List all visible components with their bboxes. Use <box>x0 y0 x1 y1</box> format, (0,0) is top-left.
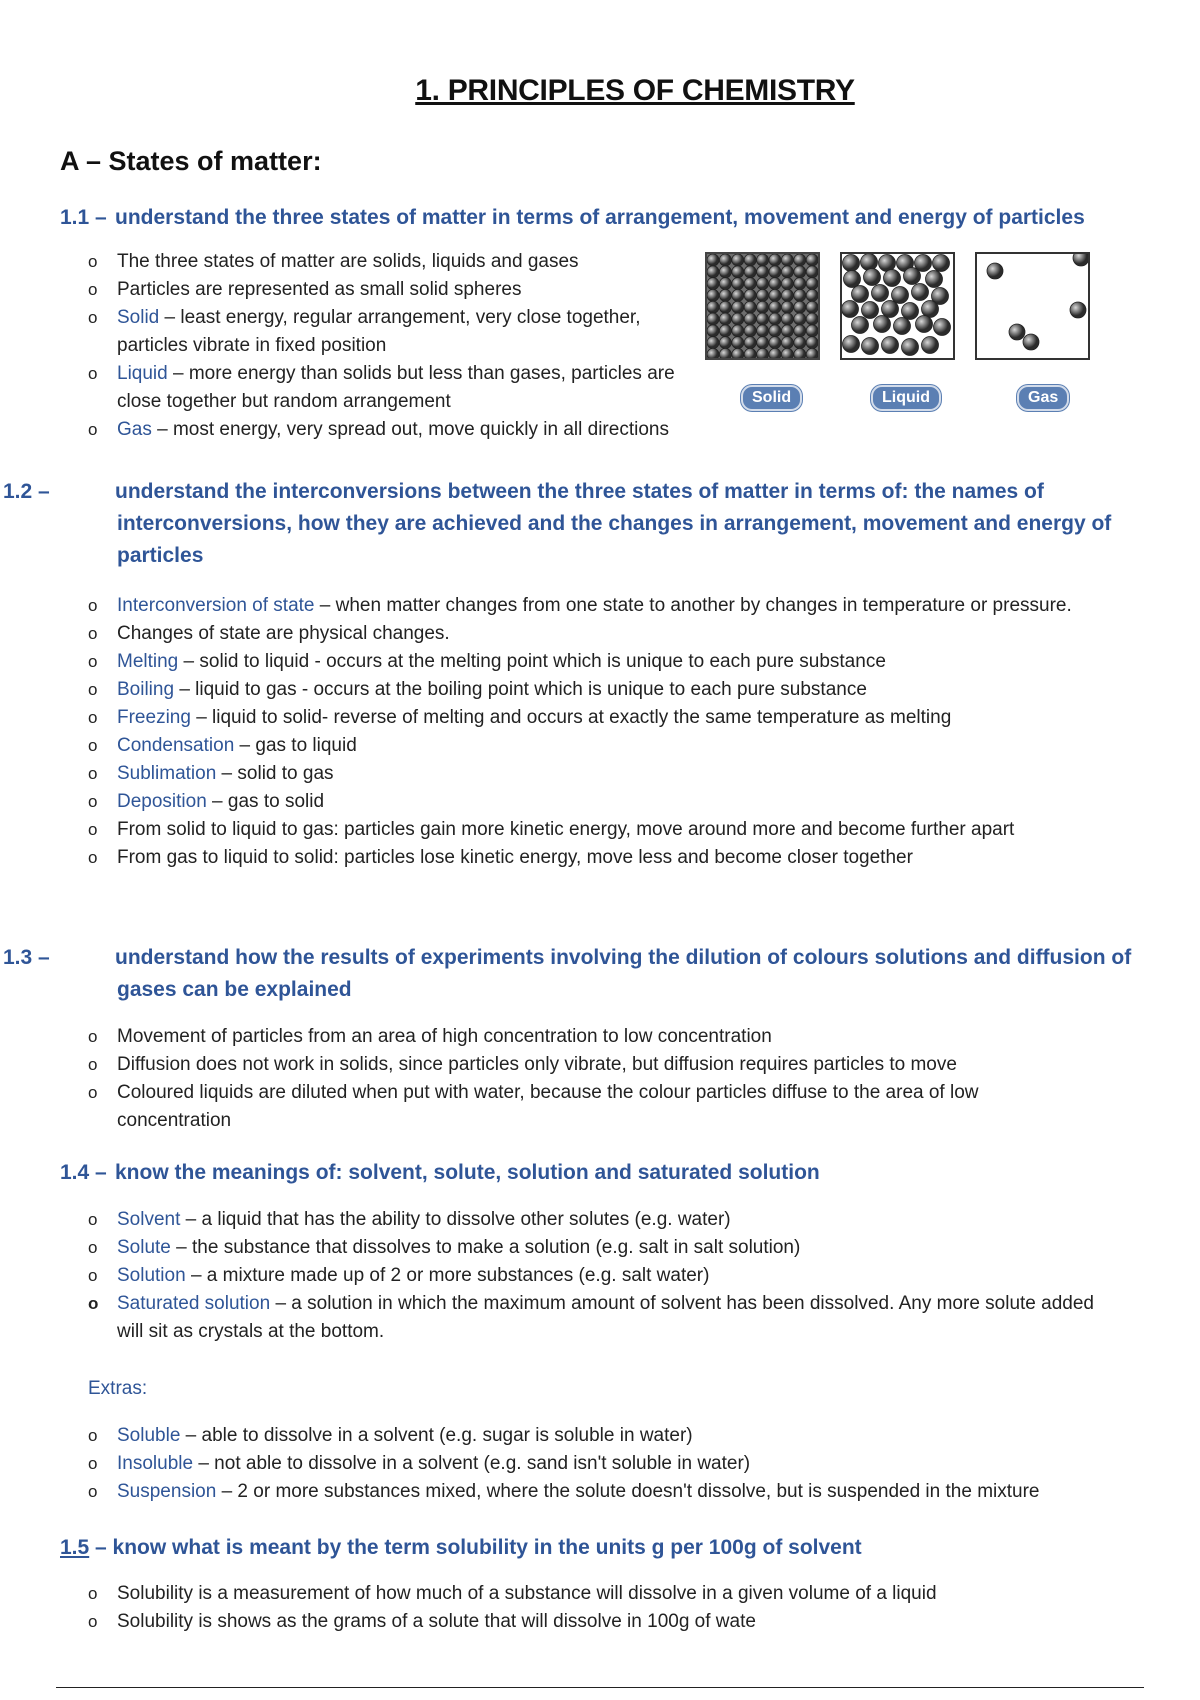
particle-sphere <box>744 301 756 313</box>
list-item <box>88 1023 1078 1051</box>
particle-sphere <box>781 301 793 313</box>
spec-text: understand how the results of experiments involving the dilution of colours solutions and diffusion of gases can be explained <box>115 946 1132 1001</box>
particle-sphere <box>732 254 744 266</box>
item-text: – not able to dissolve in a solvent (e.g. sand isn't soluble in water) <box>193 1453 751 1474</box>
term-keyword: Solvent <box>117 1209 181 1230</box>
list-item <box>88 248 708 276</box>
particle-sphere <box>769 301 781 313</box>
list-item <box>88 1450 1118 1478</box>
bullet-icon: o <box>88 848 98 867</box>
particle-sphere <box>806 337 818 349</box>
particle-sphere <box>732 325 744 337</box>
extras-list <box>88 1422 1118 1506</box>
item-text: – gas to liquid <box>234 735 357 756</box>
spec-1-1-list <box>88 248 708 444</box>
list-item <box>88 1206 1118 1234</box>
spec-1-2-list <box>88 592 1098 872</box>
spec-number: 1.1 – <box>60 206 107 229</box>
item-text: – solid to liquid - occurs at the melting point which is unique to each pure substance <box>178 651 886 672</box>
particle-sphere <box>781 325 793 337</box>
bullet-icon: o <box>88 652 98 671</box>
item-text: – a mixture made up of 2 or more substances (e.g. salt water) <box>185 1265 710 1286</box>
particle-sphere <box>769 266 781 278</box>
particle-sphere <box>769 325 781 337</box>
particle-sphere <box>719 254 731 266</box>
term-keyword: Deposition <box>117 791 207 812</box>
bullet-icon: o <box>88 364 98 383</box>
particle-sphere <box>926 271 943 288</box>
particle-sphere <box>707 289 719 301</box>
list-item <box>88 732 1098 760</box>
particle-sphere <box>732 337 744 349</box>
particle-sphere <box>707 313 719 325</box>
spec-text: understand the three states of matter in terms of arrangement, movement and energy of particles <box>115 206 1085 229</box>
list-item <box>88 360 708 416</box>
item-text: – most energy, very spread out, move quickly in all directions <box>151 419 669 440</box>
term-keyword: Interconversion of state <box>117 595 315 616</box>
particle-sphere <box>744 289 756 301</box>
particle-sphere <box>794 348 806 358</box>
particle-sphere <box>769 289 781 301</box>
particle-sphere <box>719 313 731 325</box>
particle-sphere <box>769 278 781 290</box>
item-text: Solubility is a measurement of how much of a substance will dissolve in a given volume of a liquid <box>117 1583 937 1604</box>
particle-sphere <box>744 266 756 278</box>
section-heading: A – States of matter: <box>60 146 322 176</box>
particle-sphere <box>842 301 859 318</box>
list-item <box>88 620 1098 648</box>
particle-sphere <box>794 313 806 325</box>
item-text: Changes of state are physical changes. <box>117 623 450 644</box>
particle-sphere <box>862 338 879 355</box>
term-keyword: Solid <box>117 307 160 328</box>
bullet-icon: o <box>88 708 98 727</box>
particle-sphere <box>806 278 818 290</box>
spec-text: understand the interconversions between the three states of matter in terms of: the names of interconversions, how they are achieved and the changes in arrangement, movement and energy of particles <box>115 480 1112 567</box>
item-text: – liquid to gas - occurs at the boiling point which is unique to each pure substance <box>174 679 867 700</box>
particle-sphere <box>781 289 793 301</box>
particle-sphere <box>781 254 793 266</box>
bullet-icon: o <box>88 1612 98 1631</box>
spec-text: – know what is meant by the term solubility in the units g per 100g of solvent <box>89 1536 862 1559</box>
particle-sphere <box>744 254 756 266</box>
particle-sphere <box>806 289 818 301</box>
spec-1-3-list <box>88 1023 1078 1135</box>
item-text: – a solution in which the maximum amount of solvent has been dissolved. Any more solute added will sit as crystals at the bottom. <box>117 1293 1094 1342</box>
item-text: Diffusion does not work in solids, since particles only vibrate, but diffusion requires particles to move <box>117 1054 957 1075</box>
item-text: – liquid to solid- reverse of melting and occurs at exactly the same temperature as melting <box>190 707 952 728</box>
particle-sphere <box>757 289 769 301</box>
particle-sphere <box>707 254 719 266</box>
particle-sphere <box>707 278 719 290</box>
bullet-icon: o <box>88 1238 98 1257</box>
spec-number: 1.3 – <box>3 946 50 969</box>
particle-sphere <box>902 339 919 356</box>
particle-sphere <box>719 337 731 349</box>
list-item <box>88 1478 1118 1506</box>
particle-sphere <box>794 266 806 278</box>
particle-sphere <box>769 254 781 266</box>
particle-sphere <box>781 278 793 290</box>
bullet-icon: o <box>88 1055 98 1074</box>
item-text: – solid to gas <box>216 763 334 784</box>
states-of-matter-diagram <box>705 252 1105 412</box>
particle-sphere <box>719 325 731 337</box>
gas-label: Gas <box>1017 385 1069 411</box>
particle-sphere <box>732 301 744 313</box>
footer-rule <box>56 1687 1144 1688</box>
particle-sphere <box>707 337 719 349</box>
particle-sphere <box>719 348 731 358</box>
particle-sphere <box>744 348 756 358</box>
particle-sphere <box>884 270 901 287</box>
bullet-icon: o <box>88 1294 99 1313</box>
item-text: The three states of matter are solids, liquids and gases <box>117 251 579 272</box>
particle-sphere <box>732 313 744 325</box>
particle-sphere <box>852 286 869 303</box>
bullet-icon: o <box>88 252 98 271</box>
bullet-icon: o <box>88 1454 98 1473</box>
item-text: – more energy than solids but less than gases, particles are close together but random arrangement <box>117 363 675 412</box>
term-keyword: Boiling <box>117 679 175 700</box>
particle-sphere <box>757 313 769 325</box>
particle-sphere <box>757 337 769 349</box>
item-text: – a liquid that has the ability to dissolve other solutes (e.g. water) <box>180 1209 731 1230</box>
bullet-icon: o <box>88 1210 98 1229</box>
item-text: From solid to liquid to gas: particles gain more kinetic energy, move around more and become further apart <box>117 819 1015 840</box>
particle-sphere <box>707 325 719 337</box>
particle-sphere <box>922 337 939 354</box>
item-text: – gas to solid <box>206 791 325 812</box>
bullet-icon: o <box>88 792 98 811</box>
particle-sphere <box>744 313 756 325</box>
particle-sphere <box>744 337 756 349</box>
particle-sphere <box>874 316 891 333</box>
particle-sphere <box>916 316 933 333</box>
particle-sphere <box>794 301 806 313</box>
list-item <box>88 788 1098 816</box>
item-text: – the substance that dissolves to make a solution (e.g. salt in salt solution) <box>170 1237 801 1258</box>
liquid-label: Liquid <box>871 385 941 411</box>
bullet-icon: o <box>88 1584 98 1603</box>
particle-sphere <box>864 269 881 286</box>
spec-number: 1.4 – <box>60 1161 107 1184</box>
particle-sphere <box>757 254 769 266</box>
solid-label: Solid <box>741 385 802 411</box>
particle-sphere <box>757 348 769 358</box>
term-keyword: Freezing <box>117 707 191 728</box>
particle-sphere <box>806 348 818 358</box>
list-item <box>88 816 1098 844</box>
term-keyword: Saturated solution <box>117 1293 271 1314</box>
particle-sphere <box>757 278 769 290</box>
particle-sphere <box>719 278 731 290</box>
liquid-particles-box <box>840 252 955 360</box>
gas-particles-image <box>977 254 1088 358</box>
gas-particles-box <box>975 252 1090 360</box>
particle-sphere <box>882 301 899 318</box>
particle-sphere <box>781 313 793 325</box>
particle-sphere <box>719 289 731 301</box>
list-item <box>88 416 708 444</box>
list-item <box>88 1051 1078 1079</box>
list-item <box>88 1290 1118 1346</box>
particle-sphere <box>933 255 950 272</box>
particle-sphere <box>757 301 769 313</box>
item-text: – 2 or more substances mixed, where the solute doesn't dissolve, but is suspended in the mixture <box>216 1481 1040 1502</box>
particle-sphere <box>852 317 869 334</box>
liquid-particles-image <box>842 254 953 358</box>
particle-sphere <box>769 348 781 358</box>
particle-sphere <box>732 348 744 358</box>
particle-sphere <box>794 289 806 301</box>
page-title: 1. PRINCIPLES OF CHEMISTRY <box>415 74 855 107</box>
particle-sphere <box>732 278 744 290</box>
bullet-icon: o <box>88 1266 98 1285</box>
term-keyword: Insoluble <box>117 1453 194 1474</box>
particle-sphere <box>844 271 861 288</box>
bullet-icon: o <box>88 624 98 643</box>
particle-sphere <box>806 254 818 266</box>
spec-1-4-list <box>88 1206 1118 1346</box>
list-item <box>88 760 1098 788</box>
term-keyword: Solute <box>117 1237 171 1258</box>
particle-sphere <box>732 289 744 301</box>
spec-1-5-list <box>88 1580 1118 1636</box>
term-keyword: Gas <box>117 419 152 440</box>
bullet-icon: o <box>88 680 98 699</box>
particle-sphere <box>781 266 793 278</box>
list-item <box>88 704 1098 732</box>
particle-sphere <box>707 348 719 358</box>
bullet-icon: o <box>88 596 98 615</box>
bullet-icon: o <box>88 280 98 299</box>
bullet-icon: o <box>88 308 98 327</box>
term-keyword: Suspension <box>117 1481 217 1502</box>
particle-sphere <box>744 325 756 337</box>
particle-sphere <box>707 266 719 278</box>
particle-sphere <box>794 325 806 337</box>
spec-1-5-heading <box>60 1532 1140 1564</box>
particle-sphere <box>872 285 889 302</box>
item-text: Coloured liquids are diluted when put with water, because the colour particles diffuse to the area of low concentration <box>117 1082 979 1131</box>
particle-sphere <box>892 287 909 304</box>
solid-particles-image <box>707 254 818 358</box>
item-text: – when matter changes from one state to another by changes in temperature or pressure. <box>314 595 1072 616</box>
term-keyword: Melting <box>117 651 179 672</box>
particle-sphere <box>794 278 806 290</box>
particle-sphere <box>719 266 731 278</box>
particle-sphere <box>781 348 793 358</box>
particle-sphere <box>719 301 731 313</box>
particle-sphere <box>1023 334 1039 350</box>
item-text: Movement of particles from an area of high concentration to low concentration <box>117 1026 772 1047</box>
particle-sphere <box>757 325 769 337</box>
particle-sphere <box>862 302 879 319</box>
particle-sphere <box>1070 302 1086 318</box>
solid-particles-box <box>705 252 820 360</box>
extras-label: Extras: <box>88 1378 148 1399</box>
term-keyword: Liquid <box>117 363 168 384</box>
spec-1-4-heading <box>60 1157 1140 1189</box>
term-keyword: Soluble <box>117 1425 181 1446</box>
spec-text: know the meanings of: solvent, solute, solution and saturated solution <box>115 1161 820 1184</box>
bullet-icon: o <box>88 1027 98 1046</box>
particle-sphere <box>922 301 939 318</box>
particle-sphere <box>1009 324 1025 340</box>
list-item <box>88 592 1098 620</box>
particle-sphere <box>987 263 1003 279</box>
list-item <box>88 304 708 360</box>
item-text: From gas to liquid to solid: particles lose kinetic energy, move less and become closer together <box>117 847 913 868</box>
list-item <box>88 1079 1078 1135</box>
spec-1-3-heading <box>3 942 1177 1006</box>
particle-sphere <box>769 337 781 349</box>
bullet-icon: o <box>88 764 98 783</box>
item-text: – able to dissolve in a solvent (e.g. sugar is soluble in water) <box>180 1425 693 1446</box>
particle-sphere <box>894 318 911 335</box>
particle-sphere <box>879 255 896 272</box>
particle-sphere <box>757 266 769 278</box>
list-item <box>88 276 708 304</box>
particle-sphere <box>744 278 756 290</box>
bullet-icon: o <box>88 736 98 755</box>
particle-sphere <box>806 325 818 337</box>
bullet-icon: o <box>88 1083 98 1102</box>
bullet-icon: o <box>88 420 98 439</box>
item-text: Particles are represented as small solid spheres <box>117 279 522 300</box>
particle-sphere <box>806 313 818 325</box>
term-keyword: Solution <box>117 1265 186 1286</box>
list-item <box>88 648 1098 676</box>
particle-sphere <box>904 268 921 285</box>
list-item <box>88 1580 1118 1608</box>
item-text: – least energy, regular arrangement, very close together, particles vibrate in fixed position <box>117 307 641 356</box>
list-item <box>88 1262 1118 1290</box>
spec-number: 1.2 – <box>3 480 50 503</box>
particle-sphere <box>769 313 781 325</box>
particle-sphere <box>806 301 818 313</box>
particle-sphere <box>794 254 806 266</box>
list-item <box>88 844 1098 872</box>
particle-sphere <box>732 266 744 278</box>
particle-sphere <box>882 337 899 354</box>
particle-sphere <box>843 255 860 272</box>
list-item <box>88 676 1098 704</box>
bullet-icon: o <box>88 1482 98 1501</box>
item-text: Solubility is shows as the grams of a solute that will dissolve in 100g of wate <box>117 1611 756 1632</box>
particle-sphere <box>806 266 818 278</box>
particle-sphere <box>861 254 878 271</box>
particle-sphere <box>1073 254 1088 266</box>
particle-sphere <box>934 319 951 336</box>
spec-1-2-heading <box>3 476 1177 572</box>
particle-sphere <box>781 337 793 349</box>
spec-number: 1.5 <box>60 1536 90 1559</box>
particle-sphere <box>707 301 719 313</box>
bullet-icon: o <box>88 1426 98 1445</box>
particle-sphere <box>912 284 929 301</box>
list-item <box>88 1608 1118 1636</box>
term-keyword: Sublimation <box>117 763 217 784</box>
spec-1-1-heading <box>60 202 1140 234</box>
list-item <box>88 1422 1118 1450</box>
particle-sphere <box>843 336 860 353</box>
particle-sphere <box>794 337 806 349</box>
bullet-icon: o <box>88 820 98 839</box>
particle-sphere <box>902 303 919 320</box>
list-item <box>88 1234 1118 1262</box>
term-keyword: Condensation <box>117 735 235 756</box>
